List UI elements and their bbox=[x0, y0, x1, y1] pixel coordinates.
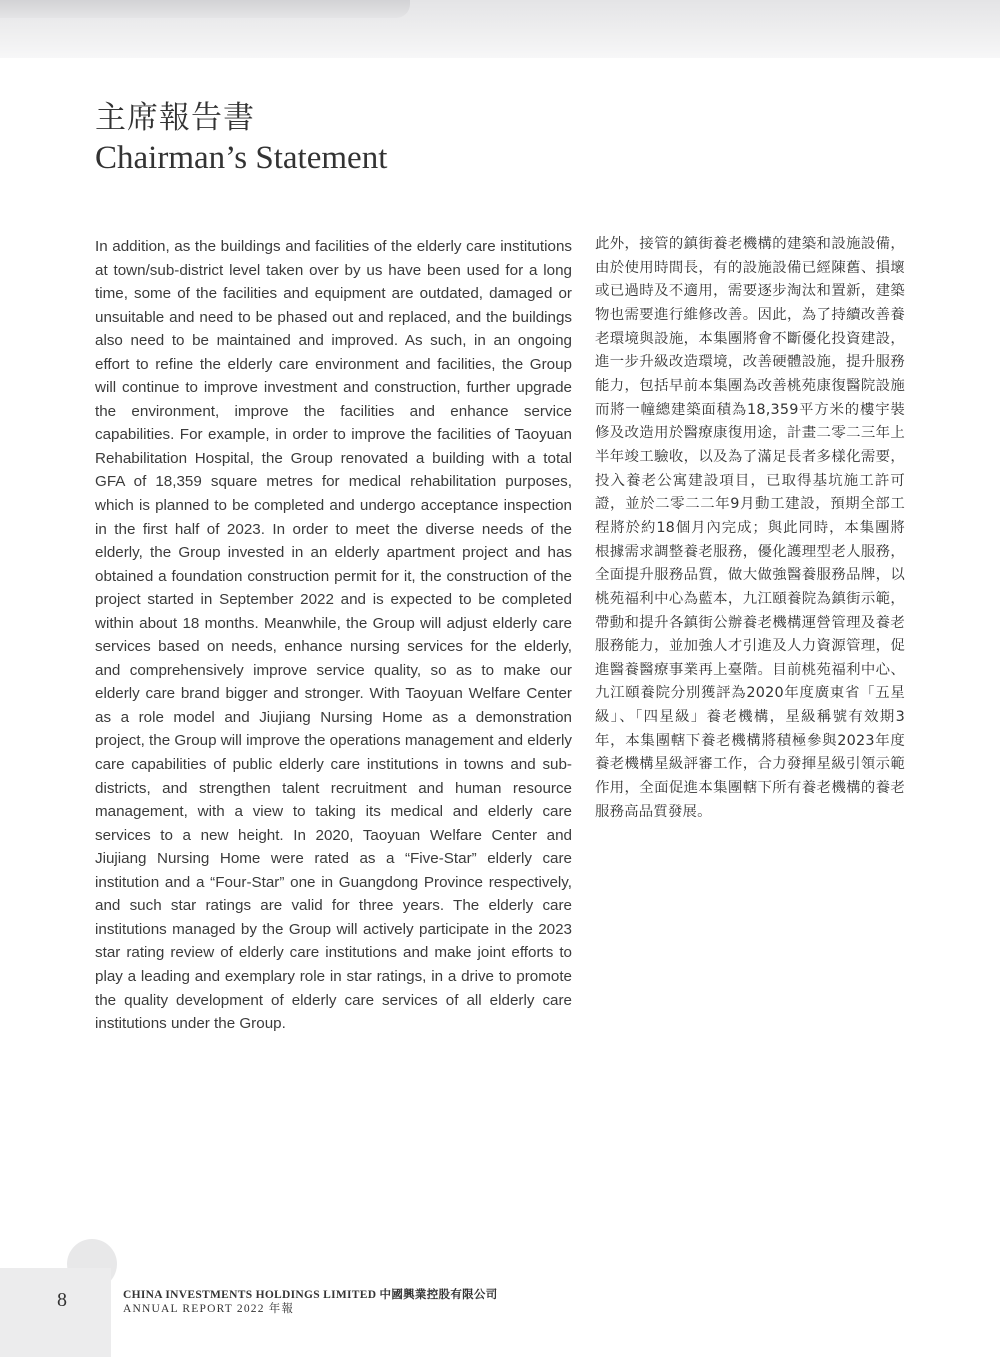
body-text-english: In addition, as the buildings and facilities of the elderly care institutions at town/sub-district level taken over by us have been used for a long time, some of the facilities and equipment are outdated, damaged or unsuitable and need to be phased out and replaced, and the buildings also need to be maintained and improved. As such, in an ongoing effort to refine the elderly care environment and facilities, the Group will continue to improve investment and construction, further upgrade the environment, improve the facilities and enhance service capabilities. For example, in order to improve the facilities of Taoyuan Rehabilitation Hospital, the Group renovated a building with a total GFA of 18,359 square metres for medical rehabilitation purposes, which is planned to be completed and undergo acceptance inspection in the first half of 2023. In order to meet the diverse needs of the elderly, the Group invested in an elderly apartment project and has obtained a foundation construction permit for it, the construction of the project started in September 2022 and is expected to be completed within about 18 months. Meanwhile, the Group will adjust elderly care services based on needs, enhance nursing services for the elderly, and comprehensively improve service quality, so as to make our elderly care brand bigger and stronger. With Taoyuan Welfare Center as a role model and Jiujiang Nursing Home as a demonstration project, the Group will improve the operations management and elderly care capabilities of public elderly care institutions in towns and sub-districts, and strengthen talent recruitment and human resource management, with a view to taking its medical and elderly care services to a new height. In 2020, Taoyuan Welfare Center and Jiujiang Nursing Home were rated as a “Five-Star” elderly care institution and a “Four-Star” one in Guangdong Province respectively, and such star ratings are valid for three years. The elderly care institutions managed by the Group will actively participate in the 2023 star rating review of elderly care institutions and make joint efforts to play a leading and exemplary role in star ratings, in a drive to promote the quality development of elderly care services of all elderly care institutions under the Group. bbox=[95, 238, 572, 1033]
page-title-english: Chairman’s Statement bbox=[95, 140, 388, 176]
body-text-chinese: 此外，接管的鎮街養老機構的建築和設施設備，由於使用時間長，有的設施設備已經陳舊、損壞或已過時及不適用，需要逐步淘汰和置新，建築物也需要進行維修改善。因此，為了持續改善養老環境與設施，本集團將會不斷優化投資建設，進一步升級改造環境，改善硬體設施，提升服務能力，包括早前本集團為改善桃苑康復醫院設施而將一幢總建築面積為18,359平方米的樓宇裝修及改造用於醫療康復用途，計畫二零二三年上半年竣工驗收，以及為了滿足長者多樣化需要，投入養老公寓建設項目，已取得基坑施工許可證，並於二零二二年9月動工建設，預期全部工程將於約18個月內完成；與此同時，本集團將根據需求調整養老服務，優化護理型老人服務，全面提升服務品質，做大做強醫養服務品牌，以桃苑福利中心為藍本，九江頤養院為鎮街示範，帶動和提升各鎮街公辦養老機構運營管理及養老服務能力，並加強人才引進及人力資源管理，促進醫養醫療事業再上臺階。目前桃苑福利中心、九江頤養院分別獲評為2020年度廣東省「五星級」、「四星級」養老機構，星級稱號有效期3年，本集團轄下養老機構將積極參與2023年度養老機構星級評審工作，合力發揮星級引領示範作用，全面促進本集團轄下所有養老機構的養老服務高品質發展。 bbox=[595, 236, 905, 820]
top-band-shadow bbox=[0, 0, 410, 18]
page-number: 8 bbox=[57, 1289, 67, 1311]
footer-report-name: ANNUAL REPORT 2022 年報 bbox=[123, 1303, 295, 1315]
page-title-chinese: 主席報告書 bbox=[95, 100, 255, 136]
footer-decorative-block bbox=[0, 1268, 111, 1357]
footer-company-name: CHINA INVESTMENTS HOLDINGS LIMITED 中國興業控股有限公司 bbox=[123, 1289, 498, 1301]
